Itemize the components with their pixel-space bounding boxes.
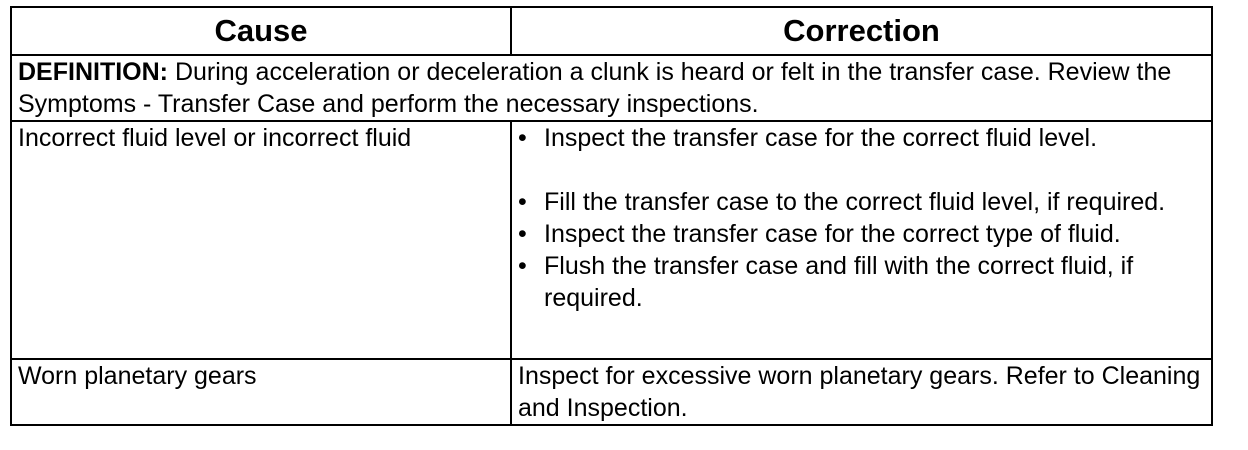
- bullet-icon: •: [518, 220, 527, 248]
- step-text: Fill the transfer case to the correct fluid level, if required.: [544, 188, 1166, 216]
- definition-label: DEFINITION:: [18, 58, 168, 86]
- table-row: [11, 121, 1212, 359]
- list-item: [518, 186, 1205, 218]
- correction-cell: [511, 121, 1212, 359]
- cause-cell: Incorrect fluid level or incorrect fluid: [11, 121, 511, 359]
- correction-steps: [518, 122, 1205, 314]
- definition-cell: [11, 55, 1212, 121]
- cause-header: Cause: [11, 7, 511, 55]
- diagnostic-table: [10, 6, 1213, 426]
- list-item: [518, 218, 1205, 250]
- header-row: [11, 7, 1212, 55]
- bullet-icon: •: [518, 188, 527, 216]
- correction-header: Correction: [511, 7, 1212, 55]
- bullet-icon: •: [518, 124, 527, 152]
- cause-cell: Worn planetary gears: [11, 359, 511, 425]
- definition-text: During acceleration or deceleration a clunk is heard or felt in the transfer case. Review the Symptoms - Transfer Case and perform the necessary inspections.: [18, 58, 1172, 118]
- list-item: [518, 122, 1205, 154]
- list-item: [518, 250, 1205, 314]
- table-row: [11, 359, 1212, 425]
- step-text: Inspect the transfer case for the correct fluid level.: [544, 124, 1098, 152]
- bullet-icon: •: [518, 252, 527, 280]
- correction-cell: Inspect for excessive worn planetary gears. Refer to Cleaning and Inspection.: [511, 359, 1212, 425]
- definition-row: [11, 55, 1212, 121]
- step-text: Inspect the transfer case for the correct type of fluid.: [544, 220, 1121, 248]
- step-text: Flush the transfer case and fill with the correct fluid, if required.: [544, 252, 1134, 312]
